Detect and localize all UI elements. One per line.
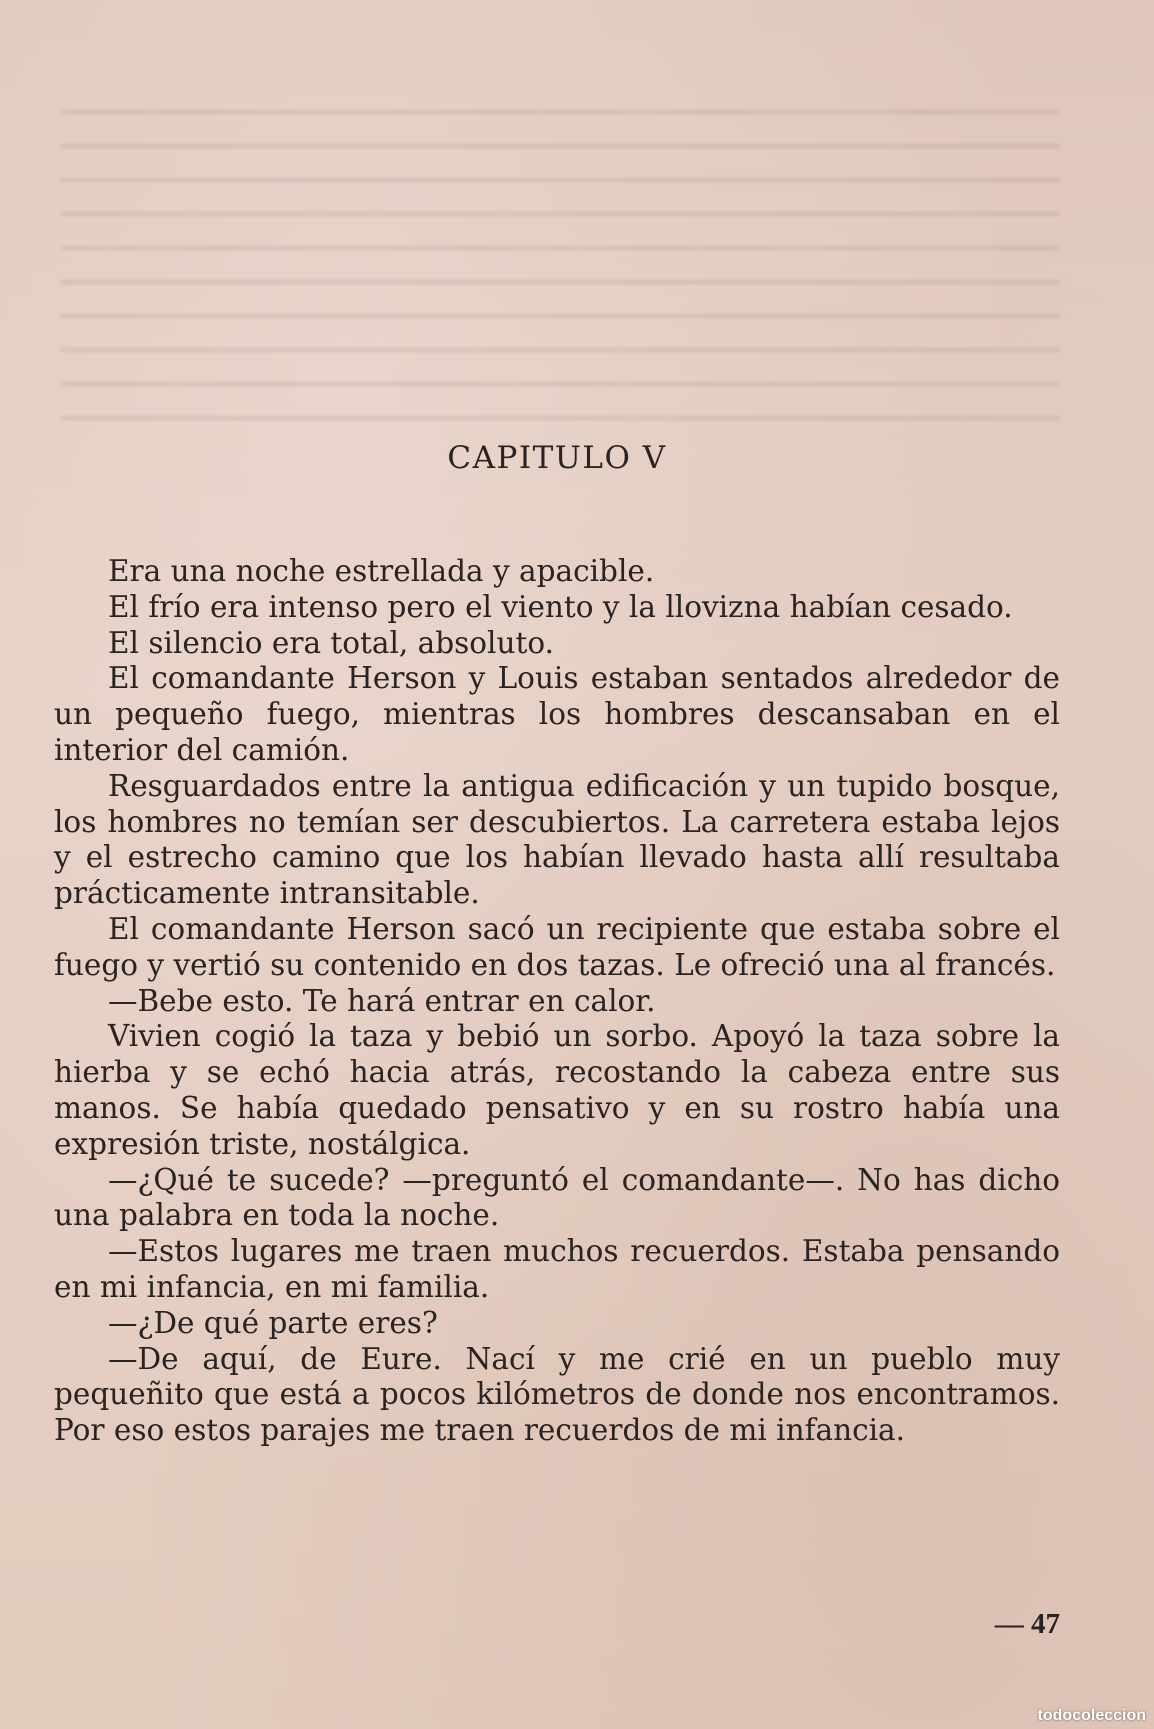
paragraph: El silencio era total, absoluto. — [108, 625, 554, 660]
page-body — [54, 554, 1060, 1449]
paragraph: Resguardados entre la antigua edificación y un tupido bosque, los hombres no temían ser descubiertos. La carretera estaba lejos y el estrecho camino que los habían llevado hasta allí resultaba prácticamente intransitable. — [54, 768, 1060, 911]
paragraph: —Estos lugares me traen muchos recuerdos. Estaba pensando en mi infancia, en mi familia. — [54, 1234, 1060, 1304]
book-page — [54, 0, 1060, 1729]
watermark: todocoleccion — [1037, 1707, 1146, 1724]
paragraph: —¿De qué parte eres? — [108, 1305, 438, 1340]
paragraph: —¿Qué te sucede? —preguntó el comandante—. No has dicho una palabra en toda la noche. — [54, 1162, 1060, 1233]
page-number: — 47 — [994, 1608, 1060, 1640]
paragraph: Vivien cogió la taza y bebió un sorbo. Apoyó la taza sobre la hierba y se echó hacia atrás, recostando la cabeza entre sus manos. Se había quedado pensativo y en su rostro había una expresión triste, nostálgica. — [54, 1019, 1060, 1161]
paragraph: El frío era intenso pero el viento y la llovizna habían cesado. — [108, 589, 1013, 624]
paragraph: El comandante Herson sacó un recipiente que estaba sobre el fuego y vertió su contenido en dos tazas. Le ofreció una al francés. — [54, 911, 1060, 982]
paragraph: El comandante Herson y Louis estaban sentados alrededor de un pequeño fuego, mientras los hombres descansaban en el interior del camión. — [54, 661, 1060, 767]
paragraph: —De aquí, de Eure. Nací y me crié en un pueblo muy pequeñito que está a pocos kilómetros de donde nos encontramos. Por eso estos parajes me traen recuerdos de mi infancia. — [54, 1341, 1060, 1448]
paragraph: —Bebe esto. Te hará entrar en calor. — [108, 983, 656, 1018]
paragraph: Era una noche estrellada y apacible. — [108, 554, 655, 588]
chapter-title: CAPITULO V — [447, 440, 667, 476]
